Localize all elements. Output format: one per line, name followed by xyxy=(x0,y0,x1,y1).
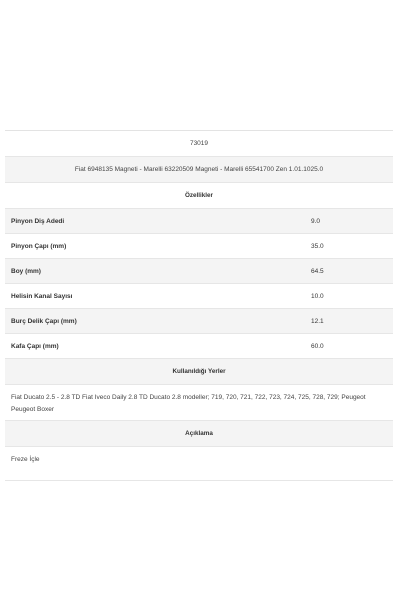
usage-heading-row xyxy=(5,359,393,385)
description-text: Freze İçle xyxy=(11,456,40,463)
spec-row xyxy=(5,259,393,284)
spec-row xyxy=(5,309,393,334)
specs-heading-row xyxy=(5,183,393,209)
spec-name: Kafa Çapı (mm) xyxy=(11,342,59,350)
usage-text: Fiat Ducato 2.5 - 2.8 TD Fiat Iveco Daily 2.8 TD Ducato 2.8 modeller; 719, 720, 721, 722, 723, 724, 725, 728, 729; Peugeot Peugeot Boxer xyxy=(11,394,366,413)
description-heading-row xyxy=(5,421,393,447)
specs-heading: Özellikler xyxy=(184,192,213,199)
spec-value: 10.0 xyxy=(311,292,324,300)
spec-value: 64.5 xyxy=(311,267,324,275)
spec-row xyxy=(5,284,393,309)
spec-row xyxy=(5,209,393,234)
spec-name: Helisin Kanal Sayısı xyxy=(11,292,73,300)
description-heading: Açıklama xyxy=(185,430,213,437)
spec-name: Boy (mm) xyxy=(11,267,41,275)
fitment-refs: Fiat 6948135 Magneti - Marelli 63220509 Magneti - Marelli 65541700 Zen 1.01.1025.0 xyxy=(74,166,324,173)
usage-heading: Kullanıldığı Yerler xyxy=(172,368,226,375)
product-code: 73019 xyxy=(189,140,209,147)
product-detail-table xyxy=(5,130,393,481)
spec-value: 12.1 xyxy=(311,317,324,325)
spec-value: 60.0 xyxy=(311,342,324,350)
fitment-refs-row xyxy=(5,157,393,183)
product-code-row xyxy=(5,131,393,157)
spec-value: 35.0 xyxy=(311,242,324,250)
description-row xyxy=(5,447,393,481)
spec-row xyxy=(5,234,393,259)
spec-name: Pinyon Çapı (mm) xyxy=(11,242,67,250)
spec-value: 9.0 xyxy=(311,217,321,225)
spec-name: Burç Delik Çapı (mm) xyxy=(11,317,77,325)
usage-row xyxy=(5,385,393,421)
spec-row xyxy=(5,334,393,359)
spec-name: Pinyon Diş Adedi xyxy=(11,217,65,225)
